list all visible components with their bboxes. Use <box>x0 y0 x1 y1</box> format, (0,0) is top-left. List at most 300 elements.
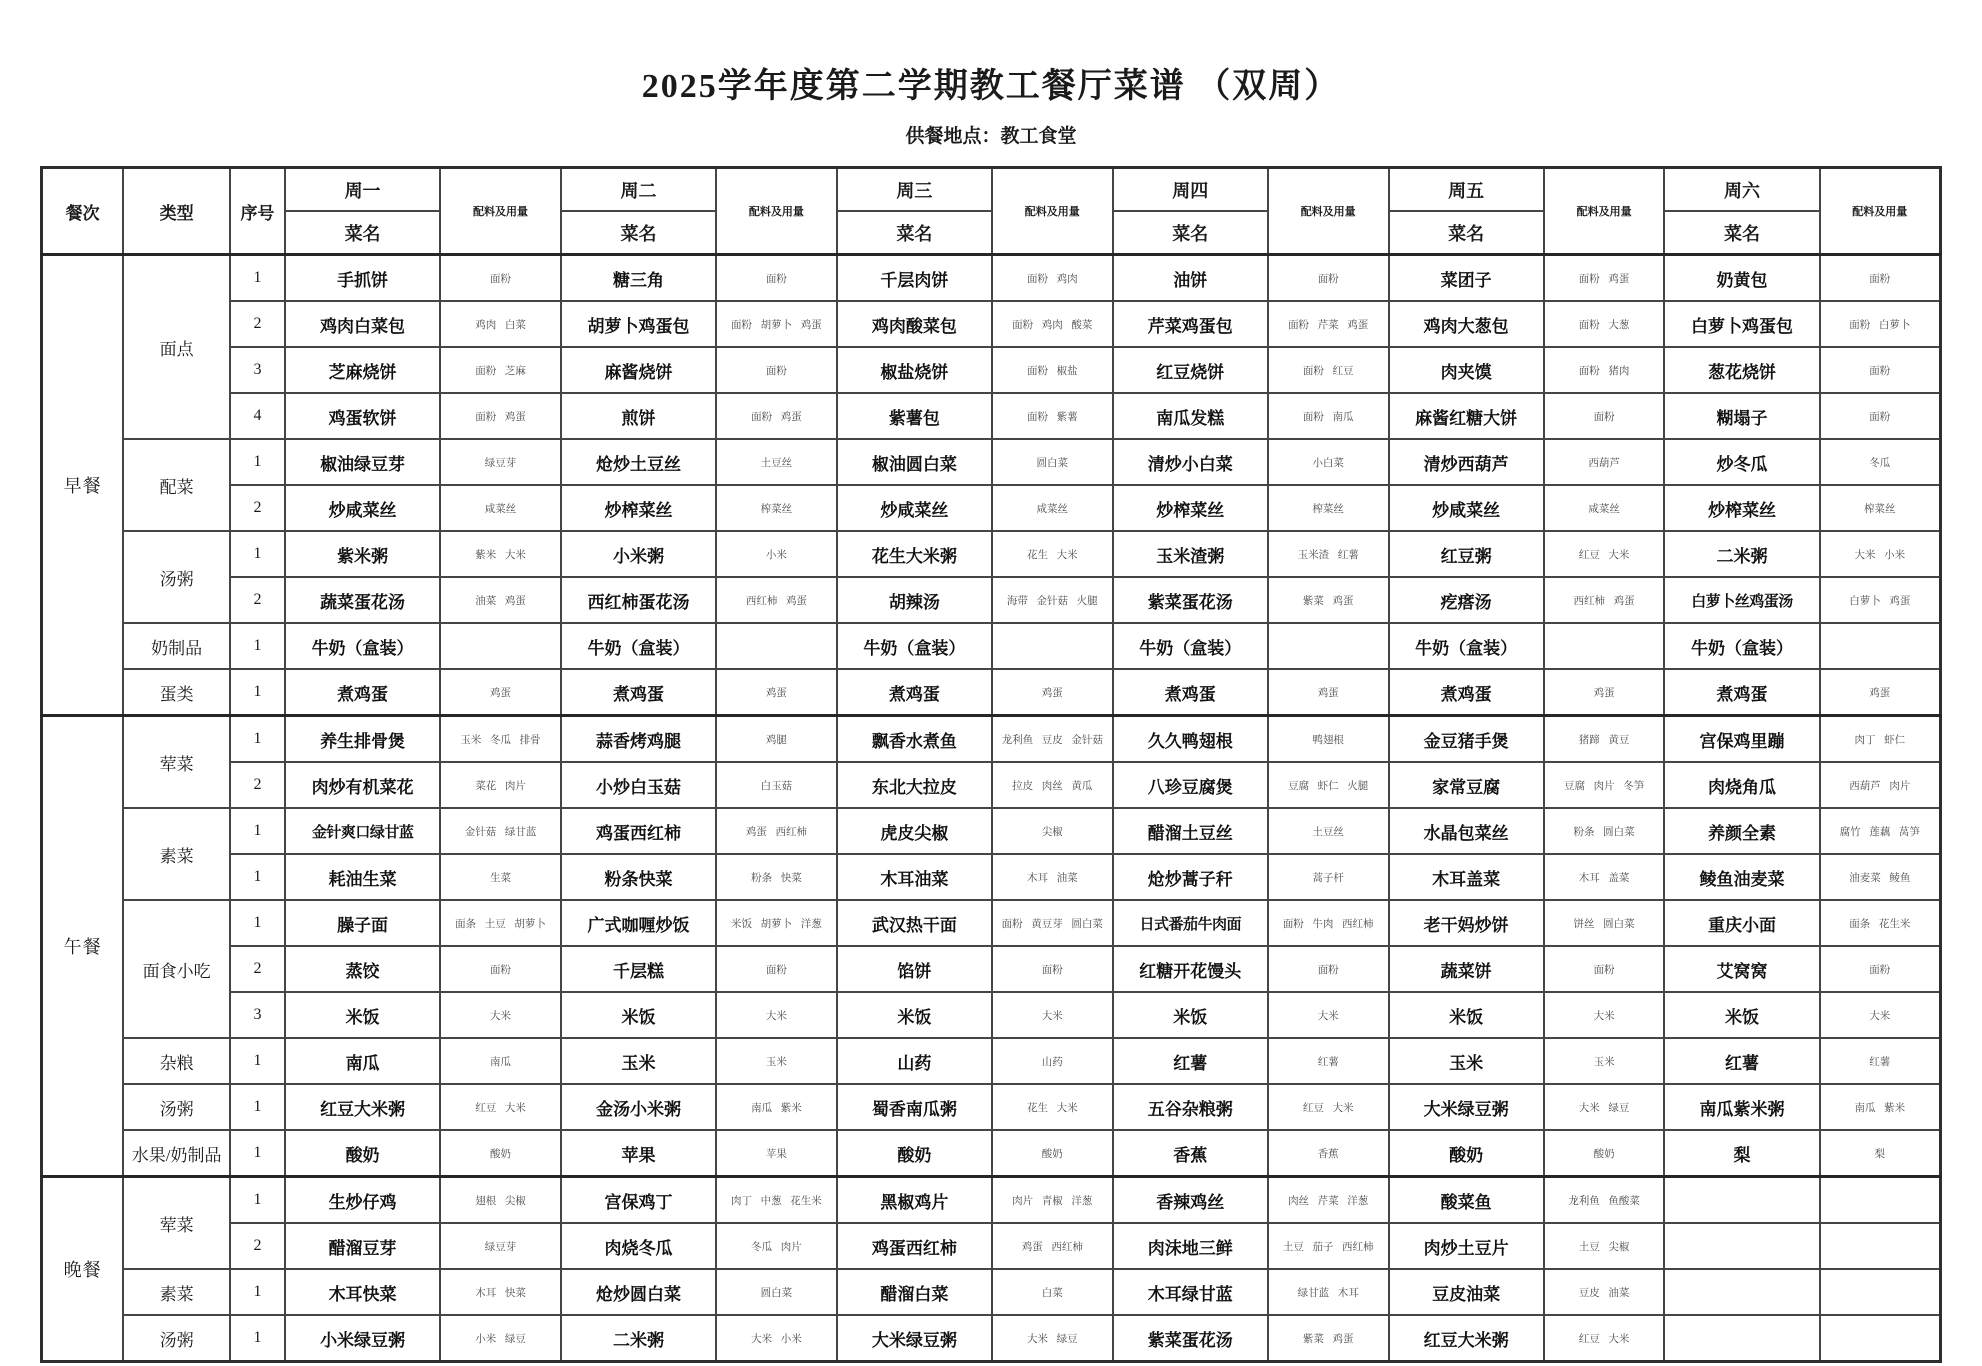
dish-cell: 醋溜土豆丝 <box>1113 808 1268 854</box>
dish-cell: 肉炒土豆片 <box>1389 1223 1544 1269</box>
dish-cell: 玉米 <box>1389 1038 1544 1084</box>
ingredient-cell: 面粉 胡萝卜 鸡蛋 <box>716 301 837 347</box>
dish-cell: 煮鸡蛋 <box>837 669 992 716</box>
dish-cell: 牛奶（盒装） <box>285 623 440 669</box>
header-dish-label: 菜名 <box>837 211 992 255</box>
ingredient-cell: 咸菜丝 <box>440 485 561 531</box>
ingredient-cell: 鸡蛋 <box>992 669 1113 716</box>
dish-cell: 蔬菜饼 <box>1389 946 1544 992</box>
ingredient-cell: 大米 绿豆 <box>1544 1084 1665 1130</box>
ingredient-cell: 西葫芦 <box>1544 439 1665 485</box>
ingredient-cell: 绿豆芽 <box>440 1223 561 1269</box>
ingredient-cell: 面粉 <box>440 255 561 302</box>
menu-row <box>42 808 1941 854</box>
ingredient-cell: 小米 绿豆 <box>440 1315 561 1362</box>
dish-cell: 手抓饼 <box>285 255 440 302</box>
seq-cell: 1 <box>230 716 285 763</box>
dish-cell: 久久鸭翅根 <box>1113 716 1268 763</box>
dish-cell: 白萝卜鸡蛋包 <box>1664 301 1819 347</box>
dish-cell: 红豆烧饼 <box>1113 347 1268 393</box>
dish-cell: 小米粥 <box>561 531 716 577</box>
dish-cell: 炝炒圆白菜 <box>561 1269 716 1315</box>
dish-cell: 米饭 <box>837 992 992 1038</box>
seq-cell: 1 <box>230 623 285 669</box>
ingredient-cell: 龙利鱼 鱼酸菜 <box>1544 1177 1665 1224</box>
dish-cell: 糖三角 <box>561 255 716 302</box>
ingredient-cell: 油菜 鸡蛋 <box>440 577 561 623</box>
dish-cell: 椒油圆白菜 <box>837 439 992 485</box>
header-ingredients-label: 配料及用量 <box>1268 168 1389 255</box>
header-seq: 序号 <box>230 168 285 255</box>
dish-cell: 紫米粥 <box>285 531 440 577</box>
ingredient-cell: 南瓜 紫米 <box>716 1084 837 1130</box>
dish-cell: 小米绿豆粥 <box>285 1315 440 1362</box>
dish-cell: 南瓜紫米粥 <box>1664 1084 1819 1130</box>
ingredient-cell: 肉丝 芹菜 洋葱 <box>1268 1177 1389 1224</box>
ingredient-cell: 鸡蛋 <box>1268 669 1389 716</box>
ingredient-cell: 圆白菜 <box>992 439 1113 485</box>
header-ingredients-label: 配料及用量 <box>992 168 1113 255</box>
meal-label-cell: 午餐 <box>42 716 124 1177</box>
dish-cell: 白萝卜丝鸡蛋汤 <box>1664 577 1819 623</box>
ingredient-cell: 圆白菜 <box>716 1269 837 1315</box>
ingredient-cell: 咸菜丝 <box>992 485 1113 531</box>
dish-cell: 家常豆腐 <box>1389 762 1544 808</box>
type-label-cell: 配菜 <box>123 439 230 531</box>
ingredient-cell <box>1544 623 1665 669</box>
ingredient-cell: 生菜 <box>440 854 561 900</box>
dish-cell: 醋溜白菜 <box>837 1269 992 1315</box>
dish-cell: 炒咸菜丝 <box>837 485 992 531</box>
ingredient-cell: 蒿子杆 <box>1268 854 1389 900</box>
ingredient-cell: 南瓜 紫米 <box>1820 1084 1941 1130</box>
ingredient-cell: 紫米 大米 <box>440 531 561 577</box>
dish-cell: 牛奶（盒装） <box>561 623 716 669</box>
menu-row <box>42 577 1941 623</box>
ingredient-cell: 绿豆芽 <box>440 439 561 485</box>
ingredient-cell: 白玉菇 <box>716 762 837 808</box>
ingredient-cell: 大米 <box>440 992 561 1038</box>
seq-cell: 1 <box>230 255 285 302</box>
ingredient-cell: 花生 大米 <box>992 1084 1113 1130</box>
seq-cell: 2 <box>230 301 285 347</box>
dish-cell: 养颜全素 <box>1664 808 1819 854</box>
ingredient-cell: 面粉 南瓜 <box>1268 393 1389 439</box>
seq-cell: 2 <box>230 485 285 531</box>
dish-cell: 宫保鸡丁 <box>561 1177 716 1224</box>
ingredient-cell: 木耳 快菜 <box>440 1269 561 1315</box>
ingredient-cell: 绿甘蓝 木耳 <box>1268 1269 1389 1315</box>
dish-cell: 金汤小米粥 <box>561 1084 716 1130</box>
dish-cell: 肉烧角瓜 <box>1664 762 1819 808</box>
ingredient-cell: 油麦菜 鲮鱼 <box>1820 854 1941 900</box>
header-day-tue: 周二 <box>561 168 716 212</box>
ingredient-cell: 面粉 鸡肉 酸菜 <box>992 301 1113 347</box>
menu-row <box>42 531 1941 577</box>
dish-cell: 水晶包菜丝 <box>1389 808 1544 854</box>
ingredient-cell: 苹果 <box>716 1130 837 1177</box>
menu-row <box>42 301 1941 347</box>
dish-cell: 养生排骨煲 <box>285 716 440 763</box>
menu-row <box>42 623 1941 669</box>
ingredient-cell: 西红柿 鸡蛋 <box>1544 577 1665 623</box>
dish-cell: 酸菜鱼 <box>1389 1177 1544 1224</box>
dish-cell: 胡萝卜鸡蛋包 <box>561 301 716 347</box>
ingredient-cell: 面粉 <box>716 946 837 992</box>
dish-cell: 馅饼 <box>837 946 992 992</box>
dish-cell: 木耳快菜 <box>285 1269 440 1315</box>
ingredient-cell: 面粉 <box>1820 946 1941 992</box>
ingredient-cell: 拉皮 肉丝 黄瓜 <box>992 762 1113 808</box>
dish-cell: 油饼 <box>1113 255 1268 302</box>
seq-cell: 2 <box>230 577 285 623</box>
dish-cell: 牛奶（盒装） <box>1389 623 1544 669</box>
ingredient-cell: 土豆 茄子 西红柿 <box>1268 1223 1389 1269</box>
dish-cell: 清炒小白菜 <box>1113 439 1268 485</box>
ingredient-cell: 红豆 大米 <box>1268 1084 1389 1130</box>
ingredient-cell: 大米 <box>716 992 837 1038</box>
dish-cell: 米饭 <box>1389 992 1544 1038</box>
ingredient-cell: 白菜 <box>992 1269 1113 1315</box>
ingredient-cell: 鸡腿 <box>716 716 837 763</box>
ingredient-cell: 紫菜 鸡蛋 <box>1268 577 1389 623</box>
ingredient-cell: 玉米 <box>716 1038 837 1084</box>
ingredient-cell: 面条 花生米 <box>1820 900 1941 946</box>
ingredient-cell: 土豆 尖椒 <box>1544 1223 1665 1269</box>
dish-cell: 奶黄包 <box>1664 255 1819 302</box>
dish-cell: 西红柿蛋花汤 <box>561 577 716 623</box>
ingredient-cell: 榨菜丝 <box>1268 485 1389 531</box>
ingredient-cell: 面粉 <box>440 946 561 992</box>
ingredient-cell: 酸奶 <box>1544 1130 1665 1177</box>
dish-cell: 大米绿豆粥 <box>1389 1084 1544 1130</box>
dish-cell: 二米粥 <box>561 1315 716 1362</box>
dish-cell: 清炒西葫芦 <box>1389 439 1544 485</box>
ingredient-cell: 粉条 快菜 <box>716 854 837 900</box>
header-type: 类型 <box>123 168 230 255</box>
ingredient-cell: 红豆 大米 <box>1544 1315 1665 1362</box>
dish-cell: 煮鸡蛋 <box>1664 669 1819 716</box>
ingredient-cell: 酸奶 <box>440 1130 561 1177</box>
ingredient-cell: 土豆丝 <box>1268 808 1389 854</box>
ingredient-cell: 面粉 <box>1820 347 1941 393</box>
dish-cell: 鸡肉酸菜包 <box>837 301 992 347</box>
dish-cell: 红豆大米粥 <box>285 1084 440 1130</box>
menu-row <box>42 992 1941 1038</box>
dish-cell: 艾窝窝 <box>1664 946 1819 992</box>
ingredient-cell: 鸡蛋 <box>1544 669 1665 716</box>
seq-cell: 1 <box>230 1315 285 1362</box>
header-day-thu: 周四 <box>1113 168 1268 212</box>
ingredient-cell: 南瓜 <box>440 1038 561 1084</box>
ingredient-cell: 冬瓜 <box>1820 439 1941 485</box>
menu-table-body <box>42 255 1941 1362</box>
dish-cell: 煮鸡蛋 <box>561 669 716 716</box>
menu-row <box>42 1130 1941 1177</box>
dish-cell: 红豆大米粥 <box>1389 1315 1544 1362</box>
dish-cell: 山药 <box>837 1038 992 1084</box>
dish-cell: 小炒白玉菇 <box>561 762 716 808</box>
dish-cell: 米饭 <box>1113 992 1268 1038</box>
dish-cell: 牛奶（盒装） <box>1113 623 1268 669</box>
ingredient-cell <box>716 623 837 669</box>
ingredient-cell: 紫菜 鸡蛋 <box>1268 1315 1389 1362</box>
menu-row <box>42 1177 1941 1224</box>
ingredient-cell: 面粉 鸡蛋 <box>440 393 561 439</box>
dish-cell: 炒榨菜丝 <box>561 485 716 531</box>
ingredient-cell: 面粉 <box>1544 946 1665 992</box>
dish-cell: 香蕉 <box>1113 1130 1268 1177</box>
ingredient-cell: 鸡蛋 <box>1820 669 1941 716</box>
seq-cell: 1 <box>230 1038 285 1084</box>
type-label-cell: 素菜 <box>123 808 230 900</box>
dish-cell: 肉夹馍 <box>1389 347 1544 393</box>
dish-cell: 牛奶（盒装） <box>1664 623 1819 669</box>
dish-cell <box>1664 1269 1819 1315</box>
ingredient-cell: 面粉 <box>992 946 1113 992</box>
dish-cell: 肉沫地三鲜 <box>1113 1223 1268 1269</box>
header-day-fri: 周五 <box>1389 168 1544 212</box>
dish-cell: 蔬菜蛋花汤 <box>285 577 440 623</box>
menu-row <box>42 946 1941 992</box>
menu-row <box>42 393 1941 439</box>
ingredient-cell: 金针菇 绿甘蓝 <box>440 808 561 854</box>
dish-cell: 醋溜豆芽 <box>285 1223 440 1269</box>
dish-cell: 鸡蛋西红柿 <box>837 1223 992 1269</box>
dish-cell: 红豆粥 <box>1389 531 1544 577</box>
dish-cell: 千层糕 <box>561 946 716 992</box>
dish-cell: 煮鸡蛋 <box>1113 669 1268 716</box>
ingredient-cell: 白萝卜 鸡蛋 <box>1820 577 1941 623</box>
header-ingredients-label: 配料及用量 <box>1544 168 1665 255</box>
seq-cell: 4 <box>230 393 285 439</box>
dish-cell: 糊塌子 <box>1664 393 1819 439</box>
ingredient-cell: 大米 绿豆 <box>992 1315 1113 1362</box>
ingredient-cell: 面粉 <box>1268 946 1389 992</box>
seq-cell: 1 <box>230 808 285 854</box>
menu-row <box>42 762 1941 808</box>
ingredient-cell: 大米 <box>1268 992 1389 1038</box>
dish-cell: 酸奶 <box>285 1130 440 1177</box>
ingredient-cell: 玉米渣 红薯 <box>1268 531 1389 577</box>
ingredient-cell: 大米 <box>1820 992 1941 1038</box>
ingredient-cell: 面粉 牛肉 西红柿 <box>1268 900 1389 946</box>
dish-cell: 炝炒蒿子秆 <box>1113 854 1268 900</box>
dish-cell: 玉米渣粥 <box>1113 531 1268 577</box>
ingredient-cell: 大米 <box>992 992 1113 1038</box>
dish-cell: 炝炒土豆丝 <box>561 439 716 485</box>
dish-cell: 炒咸菜丝 <box>1389 485 1544 531</box>
dish-cell: 蜀香南瓜粥 <box>837 1084 992 1130</box>
dish-cell: 生炒仔鸡 <box>285 1177 440 1224</box>
dish-cell: 南瓜 <box>285 1038 440 1084</box>
ingredient-cell: 小白菜 <box>1268 439 1389 485</box>
dish-cell: 胡辣汤 <box>837 577 992 623</box>
dish-cell: 玉米 <box>561 1038 716 1084</box>
dish-cell: 菜团子 <box>1389 255 1544 302</box>
dish-cell: 麻酱红糖大饼 <box>1389 393 1544 439</box>
dish-cell: 重庆小面 <box>1664 900 1819 946</box>
seq-cell: 2 <box>230 1223 285 1269</box>
seq-cell: 1 <box>230 854 285 900</box>
header-ingredients-label: 配料及用量 <box>440 168 561 255</box>
dish-cell: 耗油生菜 <box>285 854 440 900</box>
dish-cell: 煮鸡蛋 <box>285 669 440 716</box>
dish-cell: 苹果 <box>561 1130 716 1177</box>
dish-cell <box>1664 1315 1819 1362</box>
ingredient-cell: 豆腐 肉片 冬笋 <box>1544 762 1665 808</box>
seq-cell: 1 <box>230 531 285 577</box>
ingredient-cell: 海带 金针菇 火腿 <box>992 577 1113 623</box>
ingredient-cell: 粉条 圆白菜 <box>1544 808 1665 854</box>
ingredient-cell: 土豆丝 <box>716 439 837 485</box>
ingredient-cell: 山药 <box>992 1038 1113 1084</box>
ingredient-cell: 红薯 <box>1268 1038 1389 1084</box>
menu-row <box>42 900 1941 946</box>
menu-row <box>42 1315 1941 1362</box>
dish-cell: 老干妈炒饼 <box>1389 900 1544 946</box>
header-dish-label: 菜名 <box>1113 211 1268 255</box>
ingredient-cell <box>1820 1223 1941 1269</box>
menu-row <box>42 1084 1941 1130</box>
dish-cell: 木耳绿甘蓝 <box>1113 1269 1268 1315</box>
dish-cell: 椒油绿豆芽 <box>285 439 440 485</box>
ingredient-cell: 翅根 尖椒 <box>440 1177 561 1224</box>
ingredient-cell: 肉片 青椒 洋葱 <box>992 1177 1113 1224</box>
ingredient-cell <box>1820 623 1941 669</box>
dish-cell: 五谷杂粮粥 <box>1113 1084 1268 1130</box>
ingredient-cell: 面粉 <box>1544 393 1665 439</box>
type-label-cell: 面点 <box>123 255 230 440</box>
ingredient-cell: 面粉 黄豆芽 圆白菜 <box>992 900 1113 946</box>
page-title: 2025学年度第二学期教工餐厅菜谱 （双周） <box>641 68 1341 105</box>
ingredient-cell: 大米 小米 <box>716 1315 837 1362</box>
dish-cell: 煎饼 <box>561 393 716 439</box>
dish-cell: 炒冬瓜 <box>1664 439 1819 485</box>
type-label-cell: 荤菜 <box>123 716 230 809</box>
ingredient-cell: 猪蹄 黄豆 <box>1544 716 1665 763</box>
ingredient-cell: 红豆 大米 <box>1544 531 1665 577</box>
dish-cell: 木耳油菜 <box>837 854 992 900</box>
ingredient-cell: 米饭 胡萝卜 洋葱 <box>716 900 837 946</box>
type-label-cell: 汤粥 <box>123 1315 230 1362</box>
dish-cell: 紫菜蛋花汤 <box>1113 1315 1268 1362</box>
meal-label-cell: 晚餐 <box>42 1177 124 1362</box>
dish-cell: 芝麻烧饼 <box>285 347 440 393</box>
ingredient-cell: 面粉 鸡蛋 <box>716 393 837 439</box>
ingredient-cell: 面粉 <box>1820 393 1941 439</box>
dish-cell: 鸡肉大葱包 <box>1389 301 1544 347</box>
dish-cell: 炒榨菜丝 <box>1664 485 1819 531</box>
seq-cell: 1 <box>230 1177 285 1224</box>
seq-cell: 1 <box>230 669 285 716</box>
ingredient-cell: 红豆 大米 <box>440 1084 561 1130</box>
type-label-cell: 奶制品 <box>123 623 230 669</box>
ingredient-cell: 面粉 鸡肉 <box>992 255 1113 302</box>
ingredient-cell: 西葫芦 肉片 <box>1820 762 1941 808</box>
seq-cell: 3 <box>230 992 285 1038</box>
dish-cell: 广式咖喱炒饭 <box>561 900 716 946</box>
menu-row <box>42 1223 1941 1269</box>
ingredient-cell: 面粉 芝麻 <box>440 347 561 393</box>
header-dish-label: 菜名 <box>1664 211 1819 255</box>
ingredient-cell: 鸡蛋 <box>716 669 837 716</box>
type-label-cell: 荤菜 <box>123 1177 230 1270</box>
ingredient-cell: 鸭翅根 <box>1268 716 1389 763</box>
ingredient-cell <box>1820 1269 1941 1315</box>
ingredient-cell: 玉米 冬瓜 排骨 <box>440 716 561 763</box>
type-label-cell: 蛋类 <box>123 669 230 716</box>
ingredient-cell: 龙利鱼 豆皮 金针菇 <box>992 716 1113 763</box>
menu-row <box>42 669 1941 716</box>
dish-cell: 二米粥 <box>1664 531 1819 577</box>
dish-cell: 花生大米粥 <box>837 531 992 577</box>
dish-cell: 八珍豆腐煲 <box>1113 762 1268 808</box>
ingredient-cell: 面粉 <box>1268 255 1389 302</box>
type-label-cell: 素菜 <box>123 1269 230 1315</box>
dish-cell: 牛奶（盒装） <box>837 623 992 669</box>
dish-cell: 武汉热干面 <box>837 900 992 946</box>
menu-row <box>42 439 1941 485</box>
dish-cell: 黑椒鸡片 <box>837 1177 992 1224</box>
menu-row <box>42 485 1941 531</box>
dish-cell: 梨 <box>1664 1130 1819 1177</box>
ingredient-cell <box>1820 1315 1941 1362</box>
ingredient-cell: 木耳 盖菜 <box>1544 854 1665 900</box>
dish-cell: 红糖开花馒头 <box>1113 946 1268 992</box>
menu-row <box>42 347 1941 393</box>
dish-cell: 紫菜蛋花汤 <box>1113 577 1268 623</box>
ingredient-cell: 豆皮 油菜 <box>1544 1269 1665 1315</box>
dish-cell: 疙瘩汤 <box>1389 577 1544 623</box>
ingredient-cell: 面粉 白萝卜 <box>1820 301 1941 347</box>
ingredient-cell: 榨菜丝 <box>716 485 837 531</box>
dish-cell: 酸奶 <box>837 1130 992 1177</box>
dish-cell: 红薯 <box>1113 1038 1268 1084</box>
header-day-wed: 周三 <box>837 168 992 212</box>
ingredient-cell: 面粉 红豆 <box>1268 347 1389 393</box>
dish-cell: 肉烧冬瓜 <box>561 1223 716 1269</box>
dish-cell <box>1664 1177 1819 1224</box>
dish-cell: 大米绿豆粥 <box>837 1315 992 1362</box>
ingredient-cell: 梨 <box>1820 1130 1941 1177</box>
seq-cell: 1 <box>230 900 285 946</box>
header-ingredients-label: 配料及用量 <box>716 168 837 255</box>
header-day-mon: 周一 <box>285 168 440 212</box>
menu-row <box>42 1038 1941 1084</box>
dish-cell: 南瓜发糕 <box>1113 393 1268 439</box>
dish-cell: 炒榨菜丝 <box>1113 485 1268 531</box>
menu-row <box>42 1269 1941 1315</box>
dish-cell: 米饭 <box>561 992 716 1038</box>
dish-cell: 红薯 <box>1664 1038 1819 1084</box>
menu-row <box>42 716 1941 763</box>
ingredient-cell: 面粉 紫薯 <box>992 393 1113 439</box>
ingredient-cell: 肉丁 虾仁 <box>1820 716 1941 763</box>
dish-cell: 香辣鸡丝 <box>1113 1177 1268 1224</box>
ingredient-cell <box>992 623 1113 669</box>
ingredient-cell <box>440 623 561 669</box>
dish-cell <box>1664 1223 1819 1269</box>
ingredient-cell: 酸奶 <box>992 1130 1113 1177</box>
menu-row <box>42 854 1941 900</box>
dish-cell: 紫薯包 <box>837 393 992 439</box>
ingredient-cell: 红薯 <box>1820 1038 1941 1084</box>
dish-cell: 东北大拉皮 <box>837 762 992 808</box>
type-label-cell: 杂粮 <box>123 1038 230 1084</box>
dish-cell: 肉炒有机菜花 <box>285 762 440 808</box>
dish-cell: 千层肉饼 <box>837 255 992 302</box>
